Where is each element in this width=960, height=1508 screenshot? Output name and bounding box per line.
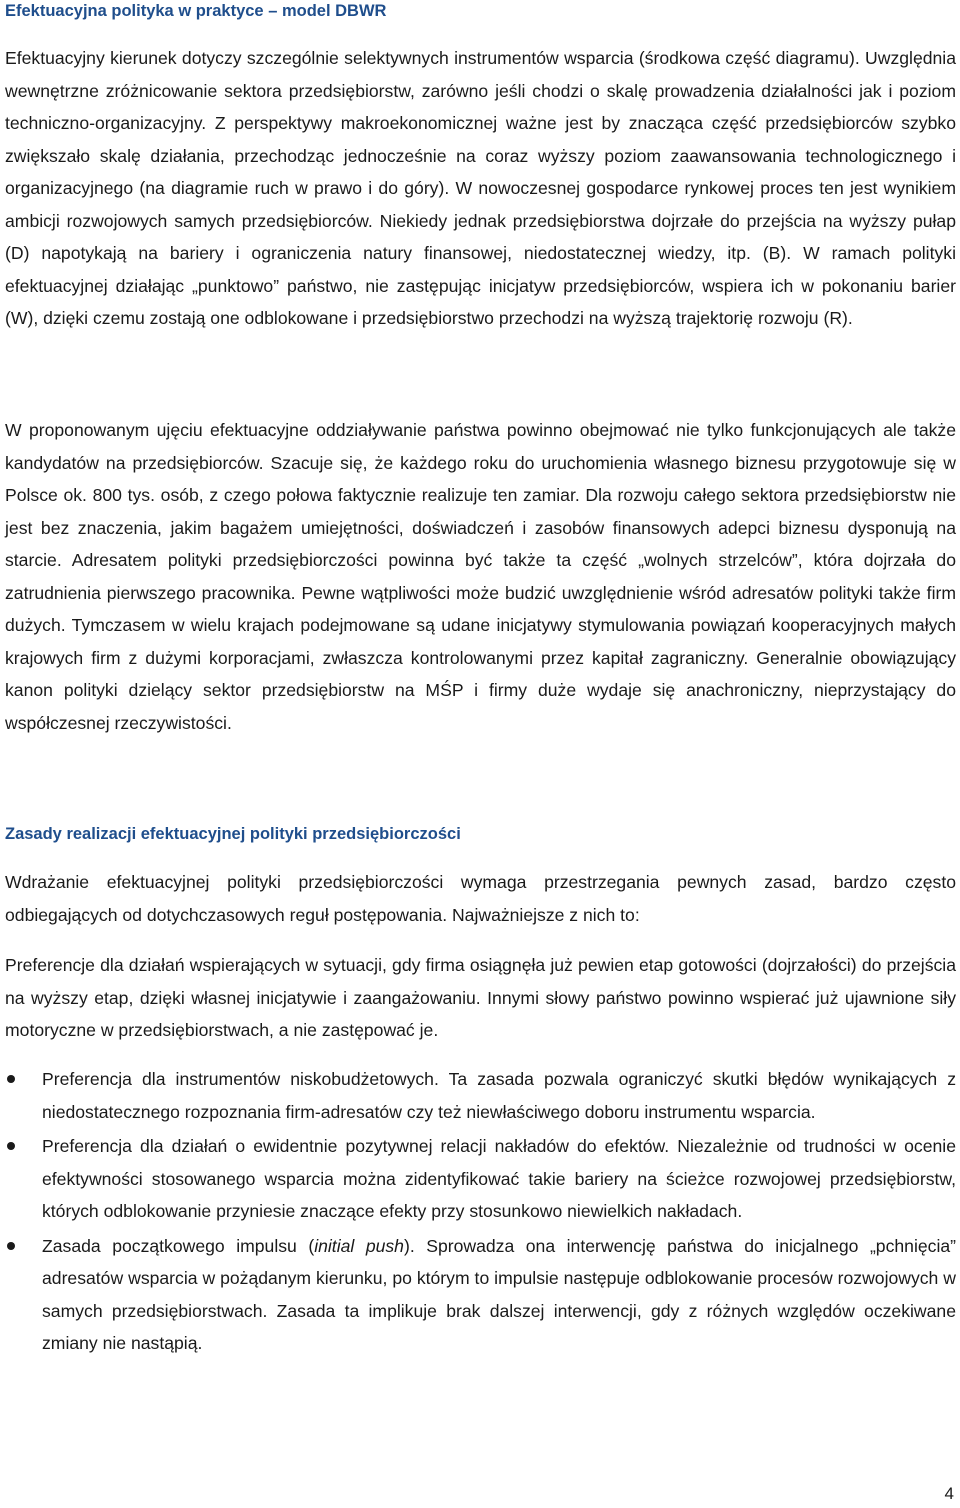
list-item: [0, 1230, 956, 1360]
list-item-text-before: Zasada początkowego impulsu (: [42, 1235, 315, 1256]
page-number: 4: [944, 1484, 954, 1503]
list-item-text-italic: initial push: [314, 1235, 404, 1256]
paragraph-model-dbwr: Efektuacyjny kierunek dotyczy szczególnie selektywnych instrumentów wsparcia (środkowa część diagramu). Uwzględnia wewnętrzne zróżnicowanie sektora przedsiębiorstw, zarówno jeśli chodzi o skalę prowadzenia działalności jak i poziom techniczno-organizacyjny. Z perspektywy makroekonomicznej ważne jest by znacząca część przedsiębiorców szybko zwiększało skalę działania, przechodząc jednocześnie na coraz wyższy poziom zaawansowania technologicznego i organizacyjnego (na diagramie ruch w prawo i do góry). W nowoczesnej gospodarce rynkowej proces ten jest wynikiem ambicji rozwojowych samych przedsiębiorców. Niekiedy jednak przedsiębiorstwa dojrzałe do przejścia na wyższy pułap (D) napotykają na bariery i ograniczenia natury finansowej, niedostatecznej wiedzy, itp. (B). W ramach polityki efektuacyjnej działając „punktowo” państwo, nie zastępując inicjatyw przedsiębiorców, wspiera ich w pokonaniu barier (W), dzięki czemu zostają one odblokowane i przedsiębiorstwo przechodzi na wyższą trajektorię rozwoju (R).: [5, 48, 956, 328]
principles-list: [0, 1063, 956, 1362]
list-item: [0, 1063, 956, 1128]
list-item-text: Preferencja dla działań o ewidentnie pozytywnej relacji nakładów do efektów. Niezależnie od trudności w ocenie efektywności stosowanego wsparcia można zidentyfikować takie bariery na ścieżce rozwojowej przedsiębiorstw, których odblokowanie przyniesie znaczące efekty przy stosunkowo niewielkich nakładach.: [42, 1136, 956, 1221]
list-item-text-after: ). Sprowadza ona interwencję państwa do inicjalnego „pchnięcia” adresatów wsparcia w pożądanym kierunku, po którym to impulsie następuje odblokowanie procesów rozwojowych w samych przedsiębiorstwach. Zasada ta implikuje brak dalszej interwencji, gdy z różnych względów oczekiwane zmiany nie nastąpią.: [42, 1235, 956, 1353]
section-heading-zasady-realizacji: Zasady realizacji efektuacyjnej polityki przedsiębiorczości: [5, 825, 461, 843]
list-item: [0, 1130, 956, 1228]
bullet-icon: [7, 1075, 15, 1083]
paragraph-adresaci-polityki: W proponowanym ujęciu efektuacyjne oddziaływanie państwa powinno obejmować nie tylko funkcjonujących ale także kandydatów na przedsiębiorców. Szacuje się, że każdego roku do uruchomienia własnego biznesu przygotowuje się w Polsce ok. 800 tys. osób, z czego połowa faktycznie realizuje ten zamiar. Dla rozwoju całego sektora przedsiębiorstw nie jest bez znaczenia, jakim bagażem umiejętności, doświadczeń i zasobów finansowych adepci biznesu dysponują na starcie. Adresatem polityki przedsiębiorczości powinna być także ta część „wolnych strzelców”, która dojrzała do zatrudnienia pierwszego pracownika. Pewne wątpliwości może budzić uwzględnienie wśród adresatów polityki także firm dużych. Tymczasem w wielu krajach podejmowane są udane inicjatywy stymulowania powiązań kooperacyjnych małych krajowych firm z dużymi korporacjami, zwłaszcza kontrolowanymi przez kapitał zagraniczny. Generalnie obowiązujący kanon polityki dzielący sektor przedsiębiorstw na MŚP i firmy duże wydaje się anachroniczny, nieprzystający do współczesnej rzeczywistości.: [5, 420, 956, 733]
paragraph-preferencje-dzialan: Preferencje dla działań wspierających w sytuacji, gdy firma osiągnęła już pewien etap gotowości (dojrzałości) do przejścia na wyższy etap, dzięki własnej inicjatywie i zaangażowaniu. Innymi słowy państwo powinno wspierać już ujawnione siły motoryczne w przedsiębiorstwach, a nie zastępować je.: [5, 955, 956, 1040]
bullet-icon: [7, 1142, 15, 1150]
section-heading-efektuacyjna-polityka: Efektuacyjna polityka w praktyce – model DBWR: [5, 2, 387, 20]
list-item-text: Preferencja dla instrumentów niskobudżetowych. Ta zasada pozwala ograniczyć skutki błędów wynikających z niedostatecznego rozpoznania firm-adresatów czy też niewłaściwego doboru instrumentu wsparcia.: [42, 1069, 956, 1122]
bullet-icon: [7, 1242, 15, 1250]
paragraph-wdrazanie-zasad: Wdrażanie efektuacyjnej polityki przedsiębiorczości wymaga przestrzegania pewnych zasad, bardzo często odbiegających od dotychczasowych reguł postępowania. Najważniejsze z nich to:: [5, 872, 956, 925]
